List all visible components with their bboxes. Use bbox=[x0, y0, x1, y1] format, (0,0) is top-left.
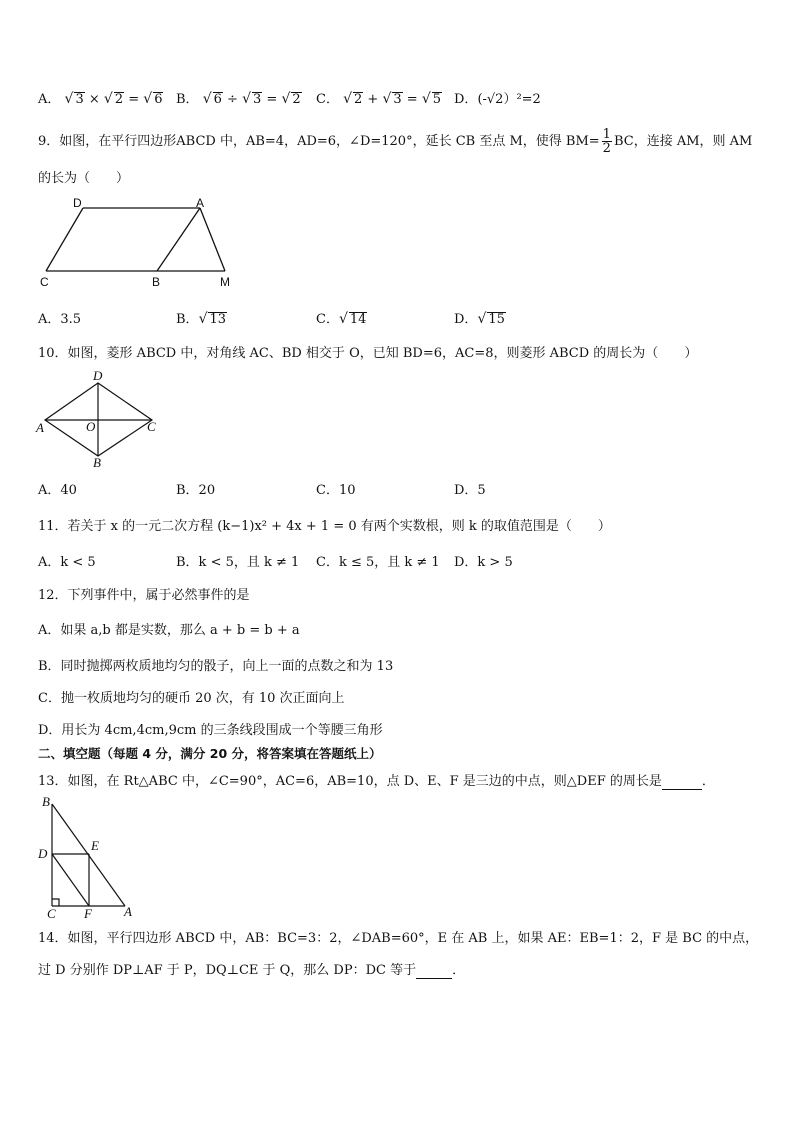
q9-option-d bbox=[454, 308, 506, 327]
sqrt-icon: √ bbox=[338, 311, 348, 327]
option-label: A． bbox=[38, 92, 61, 107]
sqrt-icon: √ bbox=[143, 91, 153, 107]
q9-option-b bbox=[176, 308, 227, 327]
sqrt-icon: √ bbox=[103, 91, 113, 107]
radicand: 3 bbox=[253, 92, 262, 107]
point-label-d: D bbox=[38, 846, 48, 861]
q9-stem-cont bbox=[38, 167, 129, 186]
sqrt-icon: √ bbox=[343, 91, 353, 107]
option-label: C． bbox=[316, 92, 339, 107]
q10-option-c bbox=[316, 479, 356, 498]
q11-option-b bbox=[176, 551, 299, 570]
question-number: 9． bbox=[38, 134, 60, 149]
option-text: C．k ≤ 5，且 k ≠ 1 bbox=[316, 555, 440, 570]
option-text: B．k < 5，且 k ≠ 1 bbox=[176, 555, 300, 570]
q9-stem bbox=[38, 128, 752, 155]
point-label-c: C bbox=[147, 419, 156, 434]
option-text: C．抛一枚质地均匀的硬币 20 次，有 10 次正面向上 bbox=[38, 691, 345, 706]
q8-option-d bbox=[454, 88, 541, 107]
q12-option-b bbox=[38, 655, 393, 674]
radicand: 5 bbox=[432, 92, 442, 107]
option-label: D． bbox=[454, 92, 478, 107]
radicand: 13 bbox=[209, 312, 227, 327]
point-label-b: B bbox=[42, 794, 50, 809]
radicand: 2 bbox=[292, 92, 301, 107]
punctuation: ． bbox=[701, 774, 715, 789]
q12-stem bbox=[38, 584, 250, 603]
q9-parallelogram-figure bbox=[30, 192, 250, 292]
option-text: B．同时抛掷两枚质地均匀的骰子，向上一面的点数之和为 13 bbox=[38, 659, 394, 674]
point-label-b: B bbox=[152, 275, 161, 289]
radicand: 6 bbox=[213, 92, 222, 107]
radicand: 3 bbox=[75, 92, 84, 107]
q10-option-d bbox=[454, 479, 486, 498]
point-label-m: M bbox=[220, 275, 230, 289]
option-text: D．用长为 4cm,4cm,9cm 的三条线段围成一个等腰三角形 bbox=[38, 723, 383, 738]
q11-stem bbox=[38, 515, 611, 534]
sqrt-icon: √ bbox=[64, 91, 74, 107]
q14-stem-cont bbox=[38, 959, 465, 979]
q10-option-b bbox=[176, 479, 215, 498]
q9-option-a bbox=[38, 308, 81, 327]
question-text: 14．如图，平行四边形 ABCD 中，AB：BC=3：2，∠DAB=60°，E 在 AB 上，如果 AE：EB=1：2，F 是 BC 的中点， bbox=[38, 931, 759, 946]
radicand: 15 bbox=[488, 312, 505, 327]
option-text: (-√2）²=2 bbox=[477, 92, 541, 107]
q9-option-c bbox=[316, 308, 367, 327]
q13-stem bbox=[38, 770, 715, 790]
question-text: 11．若关于 x 的一元二次方程 (k−1)x² + 4x + 1 = 0 有两个实数根，则 k 的取值范围是（ ） bbox=[38, 519, 611, 534]
option-label: D． bbox=[454, 312, 478, 327]
option-text: A．k < 5 bbox=[38, 555, 96, 570]
q8-option-a: A． √ 3 × √ 2 = √ 6 bbox=[38, 91, 163, 107]
question-text: 13．如图，在 Rt△ABC 中，∠C=90°，AC=6，AB=10，点 D、E、F 是三边的中点，则△DEF 的周长是 bbox=[38, 774, 662, 789]
option-text: B．20 bbox=[176, 483, 216, 498]
answer-blank[interactable] bbox=[416, 963, 452, 979]
sqrt-icon: √ bbox=[382, 91, 392, 107]
radicand: 14 bbox=[349, 312, 367, 327]
fraction-numerator: 1 bbox=[602, 127, 611, 142]
point-label-c: C bbox=[40, 275, 49, 289]
q13-triangle-figure bbox=[34, 794, 144, 919]
option-text: A．3.5 bbox=[38, 312, 82, 327]
punctuation: ． bbox=[452, 963, 466, 978]
answer-blank[interactable] bbox=[662, 774, 702, 790]
option-text: A．如果 a,b 都是实数，那么 a + b = b + a bbox=[38, 623, 300, 638]
q11-option-a bbox=[38, 551, 96, 570]
radicand: 2 bbox=[114, 92, 124, 107]
q11-option-c bbox=[316, 551, 440, 570]
q8-option-b: B． √ 6 ÷ √ 3 = √ 2 bbox=[176, 91, 301, 107]
question-text: 12．下列事件中，属于必然事件的是 bbox=[38, 588, 250, 603]
q8-option-c: C． √ 2 + √ 3 = √ 5 bbox=[316, 91, 442, 107]
sqrt-icon: √ bbox=[477, 311, 487, 327]
point-label-e: E bbox=[91, 838, 99, 853]
option-label: B． bbox=[176, 92, 199, 107]
sqrt-icon: √ bbox=[421, 91, 431, 107]
point-label-d: D bbox=[93, 368, 103, 383]
section-title: 二、填空题（每题 4 分，满分 20 分，将答案填在答题纸上） bbox=[38, 746, 382, 761]
fraction bbox=[602, 128, 612, 155]
q10-option-a bbox=[38, 479, 77, 498]
q12-option-d bbox=[38, 719, 383, 738]
radicand: 2 bbox=[354, 92, 363, 107]
section-heading bbox=[38, 744, 382, 762]
point-label-f: F bbox=[84, 906, 92, 921]
q14-stem bbox=[38, 927, 758, 946]
q12-option-c bbox=[38, 687, 345, 706]
point-label-a: A bbox=[36, 420, 44, 435]
option-label: C． bbox=[316, 312, 339, 327]
option-text: D．5 bbox=[454, 483, 486, 498]
question-text: 过 D 分别作 DP⊥AF 于 P，DQ⊥CE 于 Q，那么 DP：DC 等于 bbox=[38, 963, 417, 978]
point-label-a: A bbox=[124, 904, 132, 919]
sqrt-icon: √ bbox=[202, 91, 212, 107]
question-text: 如图，在平行四边形ABCD 中，AB=4，AD=6，∠D=120°，延长 CB 至点 M，使得 BM= bbox=[59, 134, 600, 149]
question-text: BC，连接 AM，则 AM bbox=[613, 134, 753, 149]
q10-rhombus-figure bbox=[30, 368, 170, 468]
option-text: D．k > 5 bbox=[454, 555, 513, 570]
fraction-denominator: 2 bbox=[602, 141, 611, 156]
point-label-o: O bbox=[86, 419, 96, 434]
point-label-b: B bbox=[93, 455, 101, 470]
sqrt-icon: √ bbox=[281, 91, 291, 107]
sqrt-icon: √ bbox=[198, 311, 208, 327]
sqrt-icon: √ bbox=[242, 91, 251, 107]
q10-stem bbox=[38, 342, 697, 361]
point-label-a: A bbox=[196, 196, 205, 210]
radicand: 6 bbox=[154, 92, 163, 107]
point-label-d: D bbox=[73, 196, 82, 210]
q11-option-d bbox=[454, 551, 513, 570]
radicand: 3 bbox=[393, 92, 402, 107]
question-text: 的长为（ ） bbox=[38, 171, 130, 186]
option-label: B． bbox=[176, 312, 199, 327]
q12-option-a bbox=[38, 619, 300, 638]
option-text: C．10 bbox=[316, 483, 356, 498]
option-text: A．40 bbox=[38, 483, 77, 498]
question-text: 10．如图，菱形 ABCD 中，对角线 AC、BD 相交于 O，已知 BD=6，AC=8，则菱形 ABCD 的周长为（ ） bbox=[38, 346, 698, 361]
point-label-c: C bbox=[47, 906, 56, 921]
